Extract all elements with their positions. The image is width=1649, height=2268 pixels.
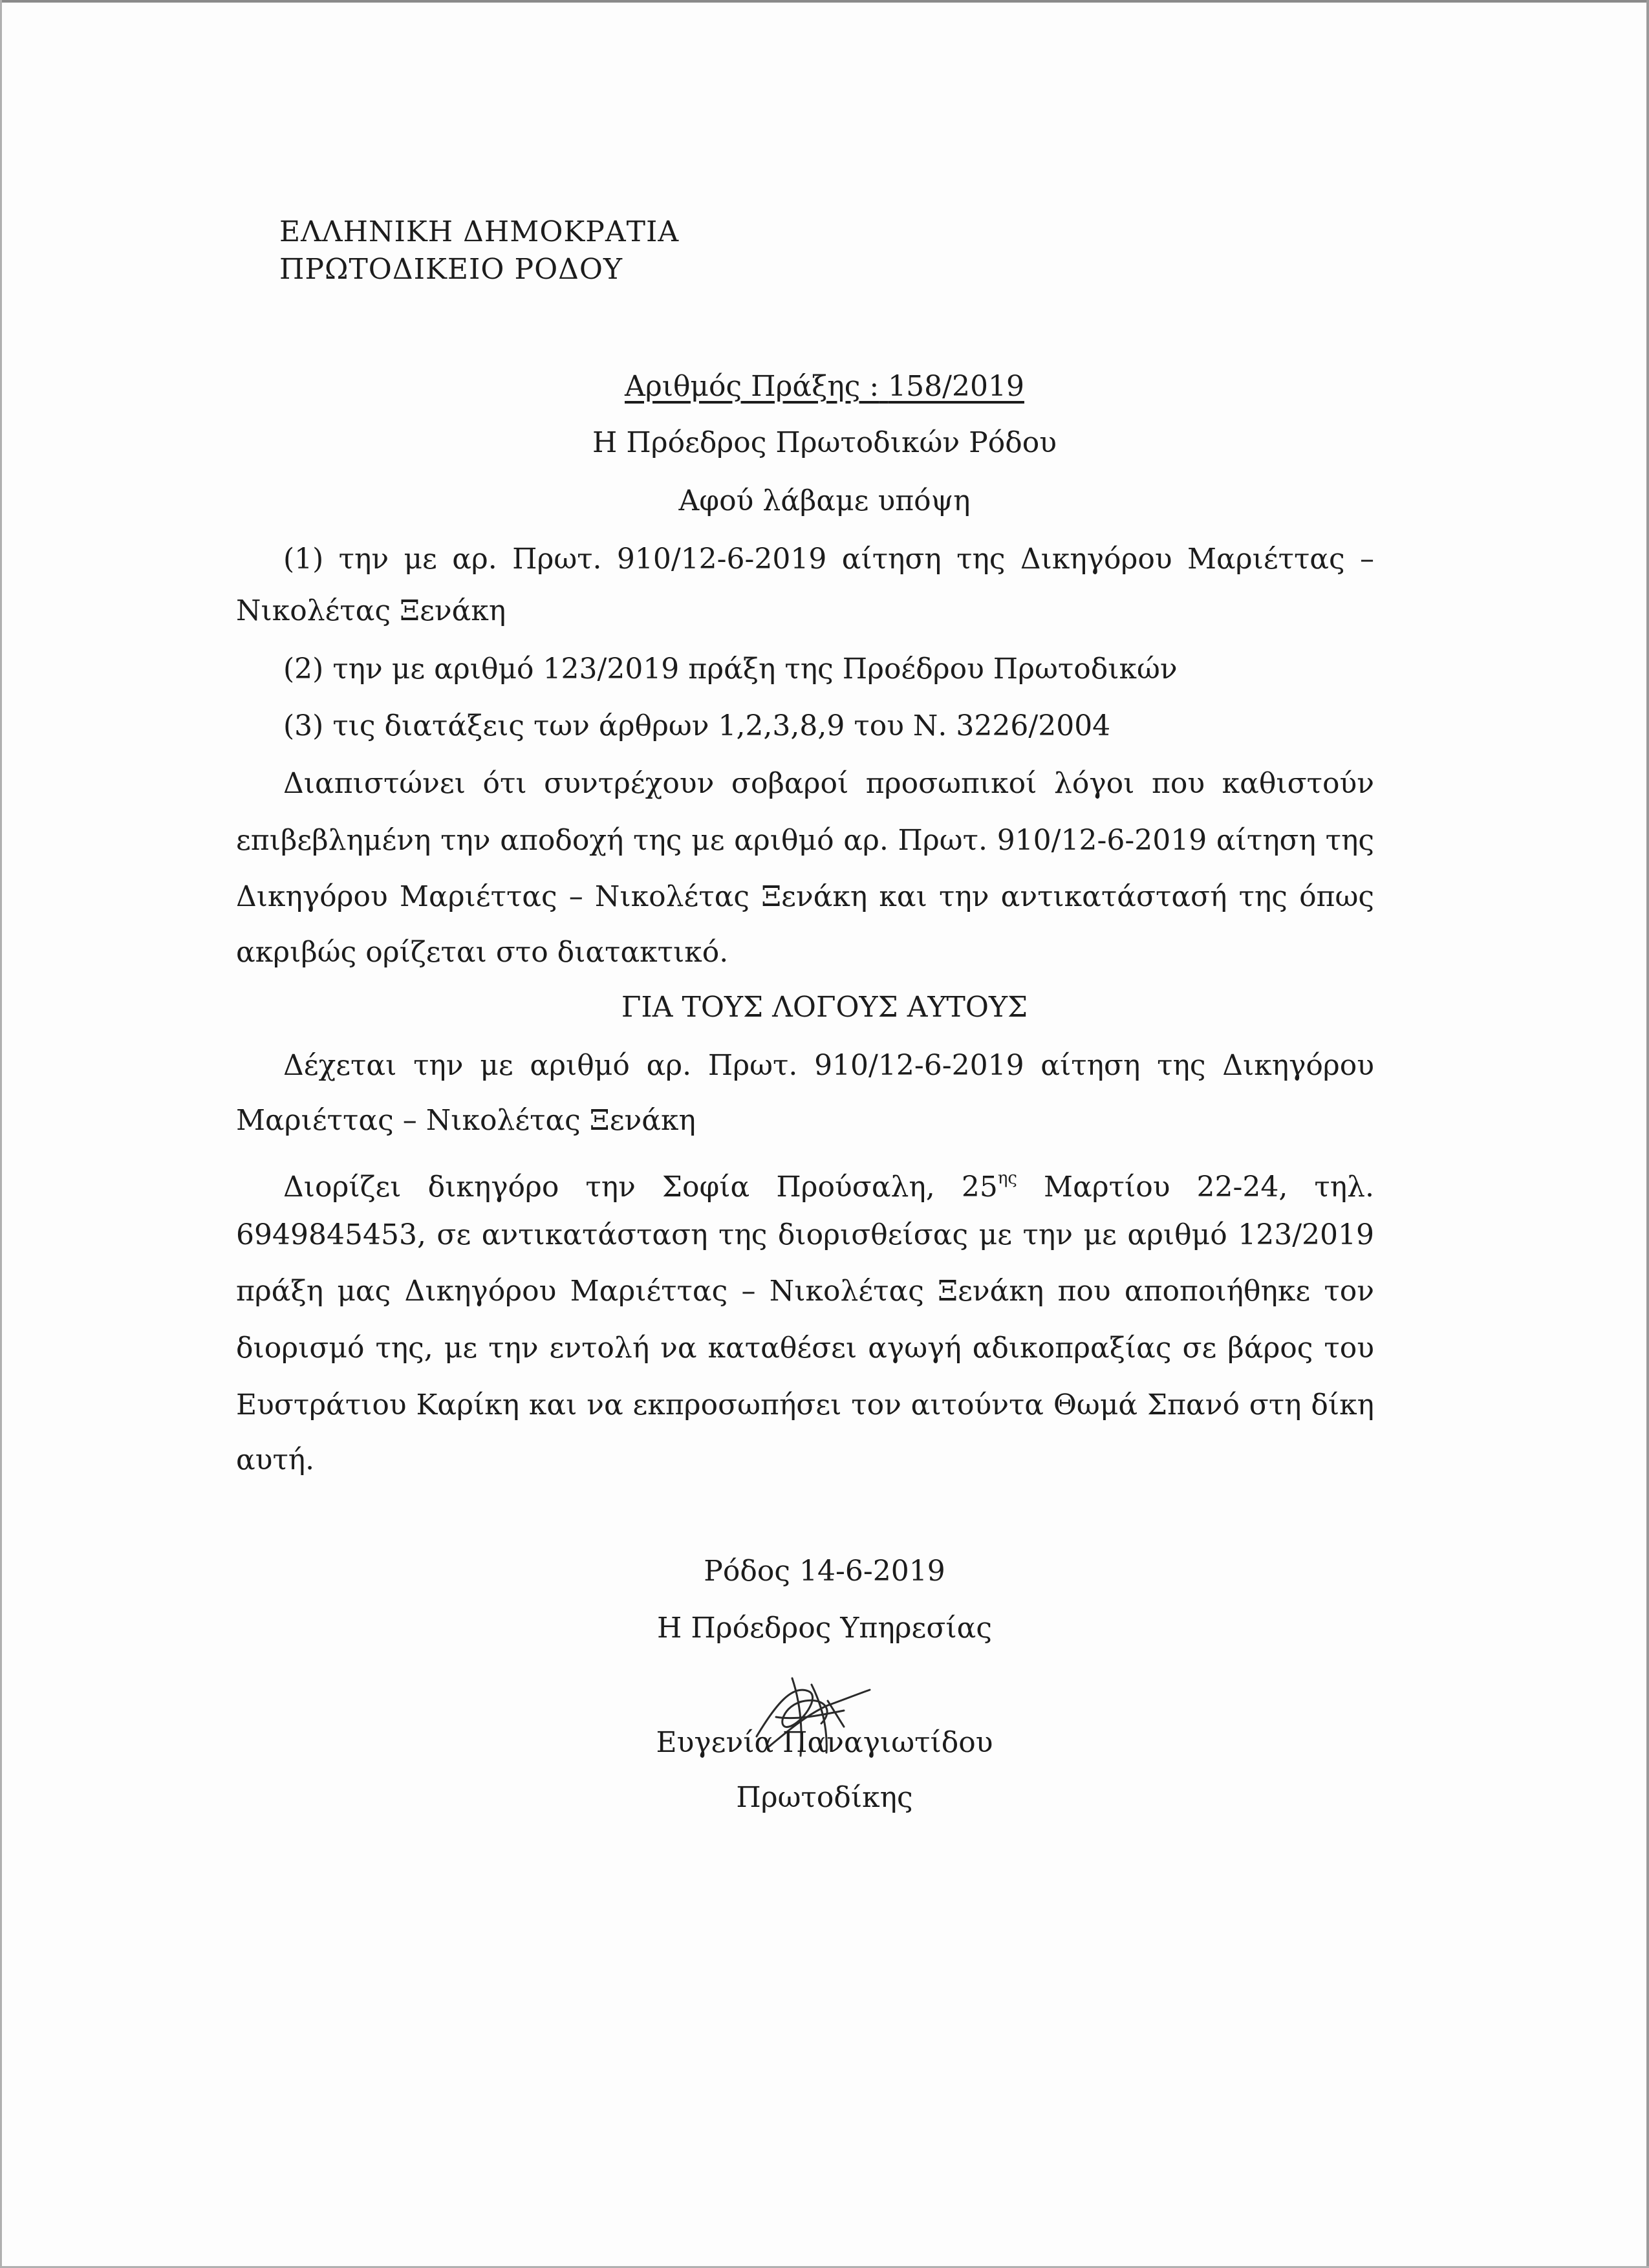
considering-heading: Αφού λάβαμε υπόψη: [678, 484, 971, 517]
signatory-name: Ευγενία Παναγιωτίδου: [656, 1726, 993, 1759]
appoint-suffix: ης: [997, 1169, 1017, 1188]
consideration-1: (1) την με αρ. Πρωτ. 910/12-6-2019 αίτηση της Δικηγόρου Μαριέττας –: [283, 543, 1374, 576]
ruling-accept: Δέχεται την με αριθμό αρ. Πρωτ. 910/12-6-2019 αίτηση της Δικηγόρου: [283, 1049, 1374, 1082]
ruling-appoint: [283, 1159, 1374, 1207]
ruling-appoint-line: αυτή.: [236, 1443, 315, 1476]
place-date: Ρόδος 14-6-2019: [704, 1555, 945, 1588]
signatory-title: Πρωτοδίκης: [736, 1781, 913, 1814]
signatory-role: Η Πρόεδρος Υπηρεσίας: [657, 1612, 992, 1645]
state-name: ΕΛΛΗΝΙΚΗ ΔΗΜΟΚΡΑΤΙΑ: [279, 215, 680, 248]
finding-line: Διαπιστώνει ότι συντρέχουν σοβαροί προσωπικοί λόγοι που καθιστούν: [283, 767, 1374, 800]
appoint-text-b: Μαρτίου 22-24, τηλ.: [1017, 1171, 1374, 1204]
finding-line: ακριβώς ορίζεται στο διατακτικό.: [236, 936, 729, 969]
scan-edge: [0, 0, 2, 2268]
decision-issuer: Η Πρόεδρος Πρωτοδικών Ρόδου: [592, 426, 1057, 459]
court-name: ΠΡΩΤΟΔΙΚΕΙΟ ΡΟΔΟΥ: [279, 253, 623, 286]
scan-edge: [1646, 0, 1649, 2268]
decision-number-label: Αριθμός Πράξης :: [625, 370, 879, 403]
ruling-accept-cont: Μαριέττας – Νικολέτας Ξενάκη: [236, 1104, 696, 1137]
consideration-1-cont: Νικολέτας Ξενάκη: [236, 594, 506, 627]
appoint-text-a: Διορίζει δικηγόρο την Σοφία Προύσαλη, 25: [283, 1171, 998, 1204]
finding-line: Δικηγόρου Μαριέττας – Νικολέτας Ξενάκη και την αντικατάστασή της όπως: [236, 880, 1374, 913]
finding-line: επιβεβλημένη την αποδοχή της με αριθμό αρ. Πρωτ. 910/12-6-2019 αίτηση της: [236, 824, 1374, 857]
consideration-3: (3) τις διατάξεις των άρθρων 1,2,3,8,9 του Ν. 3226/2004: [283, 709, 1111, 742]
ruling-appoint-line: 6949845453, σε αντικατάσταση της διορισθείσας με την με αριθμό 123/2019: [236, 1218, 1374, 1251]
decision-number: [0, 367, 1649, 406]
consideration-2: (2) την με αριθμό 123/2019 πράξη της Προέδρου Πρωτοδικών: [283, 653, 1178, 686]
ruling-appoint-line: πράξη μας Δικηγόρου Μαριέττας – Νικολέτας Ξενάκη που αποποιήθηκε τον: [236, 1275, 1374, 1308]
ruling-appoint-line: Ευστράτιου Καρίκη και να εκπροσωπήσει τον αιτούντα Θωμά Σπανό στη δίκη: [236, 1388, 1374, 1421]
document-header: [279, 213, 679, 288]
decision-number-value: 158/2019: [888, 370, 1024, 403]
scan-edge: [0, 0, 1649, 3]
reasons-heading: ΓΙΑ ΤΟΥΣ ΛΟΓΟΥΣ ΑΥΤΟΥΣ: [621, 991, 1028, 1024]
ruling-appoint-line: διορισμό της, με την εντολή να καταθέσει αγωγή αδικοπραξίας σε βάρος του: [236, 1332, 1374, 1365]
